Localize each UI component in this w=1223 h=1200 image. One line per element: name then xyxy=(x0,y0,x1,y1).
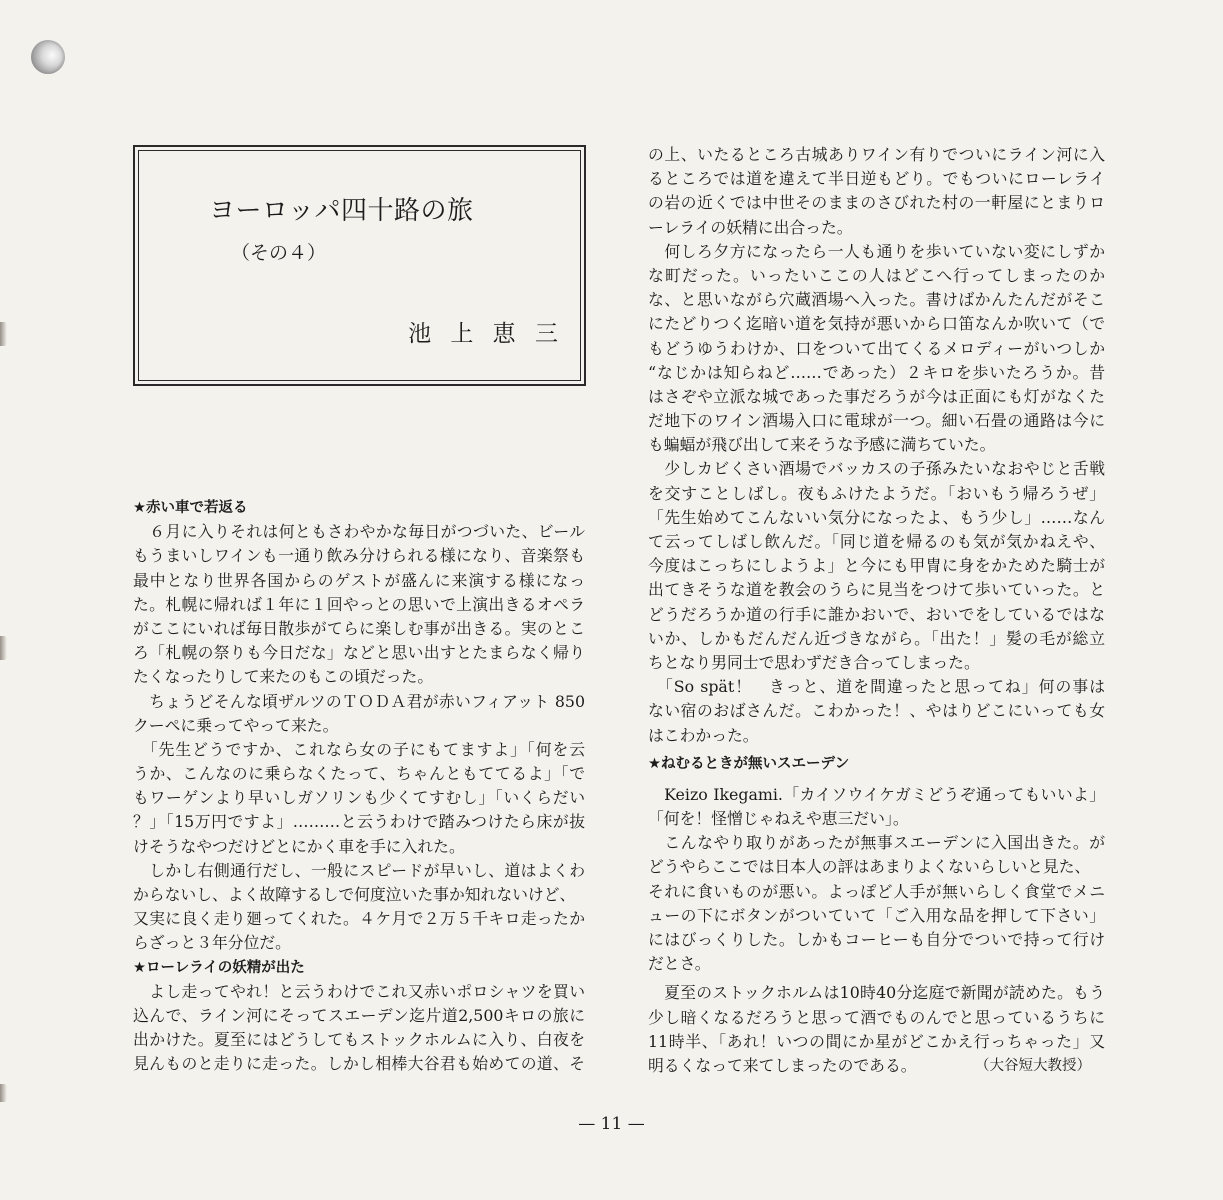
text-line: るところでは道を違えて半日逆もどり。でもついにローレライ xyxy=(648,169,1105,189)
text-line: 出てきそうな道を教会のうらに見当をつけて歩いていった。と xyxy=(648,580,1105,600)
paragraph xyxy=(133,738,585,859)
text-line: 出かけた。夏至にはどうしてもストックホルムに入り、白夜を xyxy=(133,1030,585,1050)
text-line: も蝙蝠が飛び出して来そうな予感に満ちていた。 xyxy=(648,435,996,455)
text-line: の岩の近くでは中世そのままのさびれた村の一軒屋にとまりロ xyxy=(648,193,1105,213)
paragraph xyxy=(133,690,585,738)
text-line: はこわかった。 xyxy=(648,725,759,745)
text-line: ？」「15万円ですよ」………と云うわけで踏みつけたら床が抜 xyxy=(133,812,585,832)
text-line: どうだろうか道の行手に誰かおいで、おいでをしているではな xyxy=(648,604,1105,624)
text-line: Keizo Ikegami.「カイソウイケガミどうぞ通ってもいいよ」 xyxy=(648,784,1105,804)
author-affiliation: （大谷短大教授） xyxy=(975,1057,1091,1074)
article-part: （その４） xyxy=(231,242,327,264)
page-number: — 11 — xyxy=(578,1114,645,1134)
text-line: だとさ。 xyxy=(648,954,711,974)
text-line: ない宿のおばさんだ。こわかった！、やはりどこにいっても女 xyxy=(648,701,1105,721)
text-line: 「先生始めてこんないい気分になったよ、もう少し」……なん xyxy=(648,507,1105,527)
text-line: からないし、よく故障するしで何度泣いた事か知れないけど、 xyxy=(133,885,576,904)
paragraph xyxy=(133,520,585,689)
text-line: 何しろ夕方になったら一人も通りを歩いていない変にしずか xyxy=(648,241,1105,261)
text-line: ちょうどそんな頃ザルツのＴＯＤＡ君が赤いフィアット 850 xyxy=(133,691,585,711)
paragraph xyxy=(648,783,1105,831)
text-line: 最中となり世界各国からのゲストが盛んに来演する様になっ xyxy=(133,570,585,590)
section-heading: ★ローレライの妖精が出た xyxy=(133,959,305,976)
text-line: の上、いたるところ古城ありワイン有りでついにライン河に入 xyxy=(648,145,1105,164)
text-line: がここにいれば毎日散歩がてらに楽しむ事が出きる。実のとこ xyxy=(133,618,585,638)
article-title: ヨーロッパ四十路の旅 xyxy=(209,196,474,226)
text-line: 夏至のストックホルムは10時40分迄庭で新聞が読めた。もう xyxy=(648,983,1105,1003)
paragraph xyxy=(648,831,1105,976)
text-line: を交すことしばし。夜もふけたようだ。「おいもう帰ろうぜ」 xyxy=(648,483,1105,503)
text-line: だ地下のワイン酒場入口に電球が一つ。細い石畳の通路は今に xyxy=(648,411,1105,431)
text-line: な町だった。いったいここの人はどこへ行ってしまったのか xyxy=(648,265,1105,285)
edge-shadow xyxy=(0,636,7,660)
text-line: “なじかは知らねど……であった）２キロを歩いたろうか。昔 xyxy=(648,362,1105,382)
article-author: 池 上 恵 三 xyxy=(408,321,564,347)
text-line: ーレライの妖精に出合った。 xyxy=(648,217,853,237)
text-line: どうやらここでは日本人の評はあまりよくないらしいと見た、 xyxy=(648,857,1091,877)
text-line: ろ「札幌の祭りも今日だな」などと思い出すとたまらなく帰り xyxy=(133,643,585,663)
paragraph xyxy=(648,981,1105,1078)
text-line: 込んで、ライン河にそってスエーデン迄片道2,500キロの旅に xyxy=(133,1005,585,1025)
text-line: 「So spät！ きっと、道を間違ったと思ってね」何の事は xyxy=(648,677,1105,697)
paragraph xyxy=(648,240,1105,458)
text-line: 今度はこっちにしようよ」と今にも甲冑に身をかためた騎士が xyxy=(648,556,1105,576)
text-line: 少し暗くなるだろうと思って酒でものんでと思っているうちに xyxy=(648,1007,1105,1027)
text-line: な、と思いながら穴蔵酒場へ入った。書けばかんたんだがそこ xyxy=(648,290,1105,310)
punch-hole xyxy=(31,40,65,74)
text-line: て云ってしばし飲んだ。「同じ道を帰るのも気が気かねえや、 xyxy=(648,532,1105,551)
paragraph xyxy=(133,980,585,1077)
text-line: ューの下にボタンがついていて「ご入用な品を押して下さい」 xyxy=(648,905,1105,925)
text-line: 見んものと走りに走った。しかし相棒大谷君も始めての道、そ xyxy=(133,1054,585,1074)
section-heading: ★ねむるときが無いスエーデン xyxy=(648,755,850,772)
text-line: よし走ってやれ！と云うわけでこれ又赤いポロシャツを買い xyxy=(133,981,585,1001)
text-line: いか、しかもだんだん近づきながら。「出た！」髪の毛が総立 xyxy=(648,628,1105,648)
text-line: らざっと３年分位だ。 xyxy=(133,933,291,953)
text-line: ちとなり男同士で思わずだき合ってしまった。 xyxy=(648,652,980,672)
text-line xyxy=(648,1054,1105,1078)
text-line: しかし右側通行だし、一般にスピードが早いし、道はよくわ xyxy=(133,860,585,880)
text-line: けそうなやつだけどとにかく車を手に入れた。 xyxy=(133,836,465,856)
closing-sentence: 明るくなって来てしまったのである。 xyxy=(648,1055,917,1075)
text-line: もワーゲンより早いしガソリンも少くてすむし」「いくらだい xyxy=(133,788,585,808)
section-heading: ★赤い車で若返る xyxy=(133,500,248,516)
text-line: もどうゆうわけか、口をついて出てくるメロディーがいつしか xyxy=(648,338,1105,358)
paragraph xyxy=(648,457,1105,675)
text-line: にはびっくりした。しかもコーヒーも自分でついで持って行け xyxy=(648,930,1105,949)
paragraph xyxy=(648,143,1105,240)
text-line: それに食いものが悪い。よっぽど人手が無いらしく食堂でメニ xyxy=(648,881,1105,901)
text-line: もうまいしワインも一通り飲み分けられる様になり、音楽祭も xyxy=(133,546,585,566)
text-line: 「何を！怪憎じゃねえや恵三だい」。 xyxy=(648,809,909,829)
edge-shadow xyxy=(0,1084,7,1102)
text-line: はさぞや立派な城であった事だろうが今は正面にも灯がなくた xyxy=(648,386,1105,406)
text-line: 少しカビくさい酒場でバッカスの子孫みたいなおやじと舌戦 xyxy=(648,459,1105,479)
text-line: こんなやり取りがあったが無事スエーデンに入国出きた。が xyxy=(648,833,1105,853)
text-line: 又実に良く走り廻ってくれた。４ケ月で２万５千キロ走ったか xyxy=(133,909,585,929)
text-line: うか、こんなのに乗らなくたって、ちゃんともててるよ」「で xyxy=(133,764,585,784)
text-line: ６月に入りそれは何ともさわやかな毎日がつづいた、ビール xyxy=(133,522,585,542)
paragraph xyxy=(648,675,1105,748)
paragraph xyxy=(133,859,585,956)
left-column xyxy=(133,496,585,1077)
right-column xyxy=(648,143,1105,1078)
text-line: 「先生どうですか、これなら女の子にもてますよ」「何を云 xyxy=(133,739,585,759)
text-line: クーペに乗ってやって来た。 xyxy=(133,715,339,735)
text-line: たくなったりして来たのもこの頃だった。 xyxy=(133,667,434,687)
title-box-inner-border xyxy=(138,150,581,381)
title-box xyxy=(133,145,586,386)
text-line: にたどりつく迄暗い道を気持が悪いから口笛なんか吹いて（で xyxy=(648,314,1105,334)
edge-shadow xyxy=(0,322,7,346)
text-line: 11時半、「あれ！いつの間にか星がどこかえ行っちゃった」又 xyxy=(648,1031,1105,1051)
text-line: た。札幌に帰れば１年に１回やっとの思いで上演出きるオペラ xyxy=(133,594,585,614)
